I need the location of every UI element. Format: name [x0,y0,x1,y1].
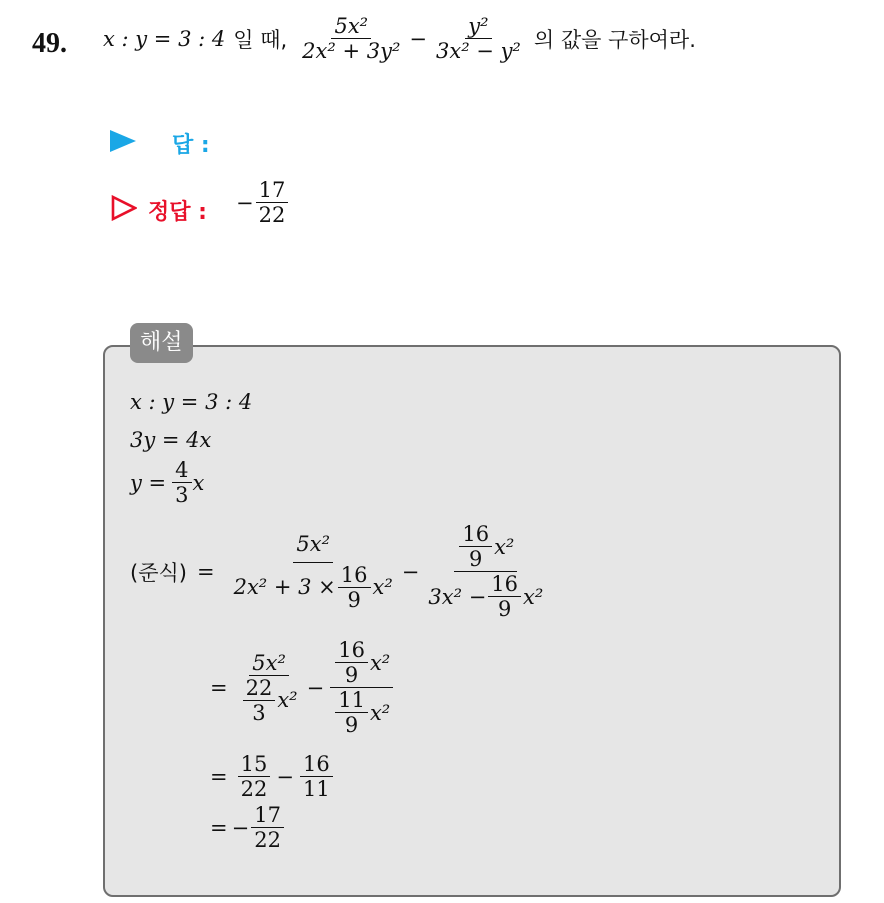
step-2-b-num-inner [335,638,368,687]
step-2-b-den-post: x² [369,700,391,725]
play-arrow-icon [110,130,136,152]
equals-sign: = [210,764,228,789]
problem-number: 49. [32,28,67,59]
inner-numerator: 16 [488,572,521,597]
inner-denominator: 3 [252,700,266,725]
step-1-fraction-a [231,532,396,612]
problem-statement [103,14,696,63]
solution-step-4 [210,803,290,852]
step-1-a-denominator [231,563,396,612]
question-text: 의 값을 구하여라. [533,27,696,52]
minus-sign: − [401,559,420,584]
step-4-numerator: 17 [251,803,284,828]
correct-answer-denominator: 22 [258,203,286,228]
fraction-1 [299,14,403,63]
step-1-b-numerator [454,522,517,572]
correct-answer-sign: − [236,190,254,215]
solution-line-1: x : y = 3 : 4 [130,390,253,414]
step-1-b-denominator [425,572,546,621]
inner-denominator: 9 [344,713,359,738]
step-2-b-den-inner [335,688,368,737]
inner-numerator: 16 [338,563,371,588]
fraction-2-denominator: 3x² − y² [436,39,521,64]
minus-sign: − [409,26,427,51]
equals-sign: = [210,675,228,700]
step-2-b-numerator [330,638,393,688]
correct-answer-fraction [256,178,289,227]
step-2-b-denominator [330,688,393,737]
step-3-fraction-b [300,752,333,801]
when-text: 일 때, [233,27,288,52]
line-3-denominator: 3 [175,483,189,508]
minus-sign: − [306,675,325,700]
solution-tag: 해설 [130,323,193,363]
fraction-2-numerator: y² [465,14,491,39]
inner-numerator: 16 [335,638,368,663]
step-prefix: (준식) [130,560,187,585]
step-3-a-denominator: 22 [240,777,268,802]
step-2-fraction-a [238,651,301,725]
step-1-a-inner-fraction [338,563,371,612]
step-1-a-numerator: 5x² [293,532,333,563]
solution-line-2: 3y = 4x [130,428,212,452]
equals-sign: = [210,815,228,840]
step-4-fraction [251,803,284,852]
step-3-b-denominator: 11 [302,777,330,802]
inner-denominator: 9 [344,663,359,688]
answer-label: 답 : [172,133,210,158]
step-2-a-inner [243,676,276,725]
step-1-b-den-pre: 3x² − [428,584,487,609]
solution-step-3 [210,752,339,801]
correct-answer-numerator: 17 [256,178,289,203]
inner-numerator: 16 [459,522,492,547]
step-1-fraction-b [425,522,546,622]
step-2-a-den-post: x² [277,688,298,713]
correct-answer-value [236,178,294,227]
inner-denominator: 9 [347,587,361,612]
solution-step-1 [130,522,552,622]
line-3-variable: x [192,470,205,495]
step-1-b-den-post: x² [523,584,544,609]
step-1-a-den-pre: 2x² + 3 × [233,575,336,600]
step-4-sign: − [231,815,250,840]
step-2-fraction-b [330,638,393,738]
step-3-a-numerator: 15 [238,752,271,777]
step-4-denominator: 22 [254,828,281,853]
step-3-fraction-a [238,752,271,801]
line-3-fraction [172,458,191,507]
solution-line-3 [130,458,204,507]
line-3-lhs: y = [130,470,167,495]
line-3-numerator: 4 [172,458,191,483]
inner-numerator: 11 [335,688,368,713]
equals-sign: = [196,559,215,584]
step-2-b-num-post: x² [369,650,391,675]
ratio-expression: x : y = 3 : 4 [103,26,226,51]
inner-denominator: 9 [469,547,483,572]
step-1-b-den-inner [488,572,521,621]
step-1-a-den-post: x² [372,575,393,600]
outline-arrow-icon [111,195,137,225]
minus-sign: − [276,764,294,789]
solution-step-2 [210,638,399,738]
inner-denominator: 9 [497,597,512,622]
step-2-a-denominator [238,676,301,725]
step-1-b-num-post: x² [494,534,515,559]
correct-answer-label: 정답 : [148,200,207,225]
fraction-2 [433,14,524,63]
step-1-b-num-inner [459,522,492,571]
step-2-a-numerator: 5x² [249,651,289,676]
inner-numerator: 22 [243,676,276,701]
fraction-1-denominator: 2x² + 3y² [302,39,401,64]
step-3-b-numerator: 16 [300,752,333,777]
fraction-1-numerator: 5x² [331,14,371,39]
